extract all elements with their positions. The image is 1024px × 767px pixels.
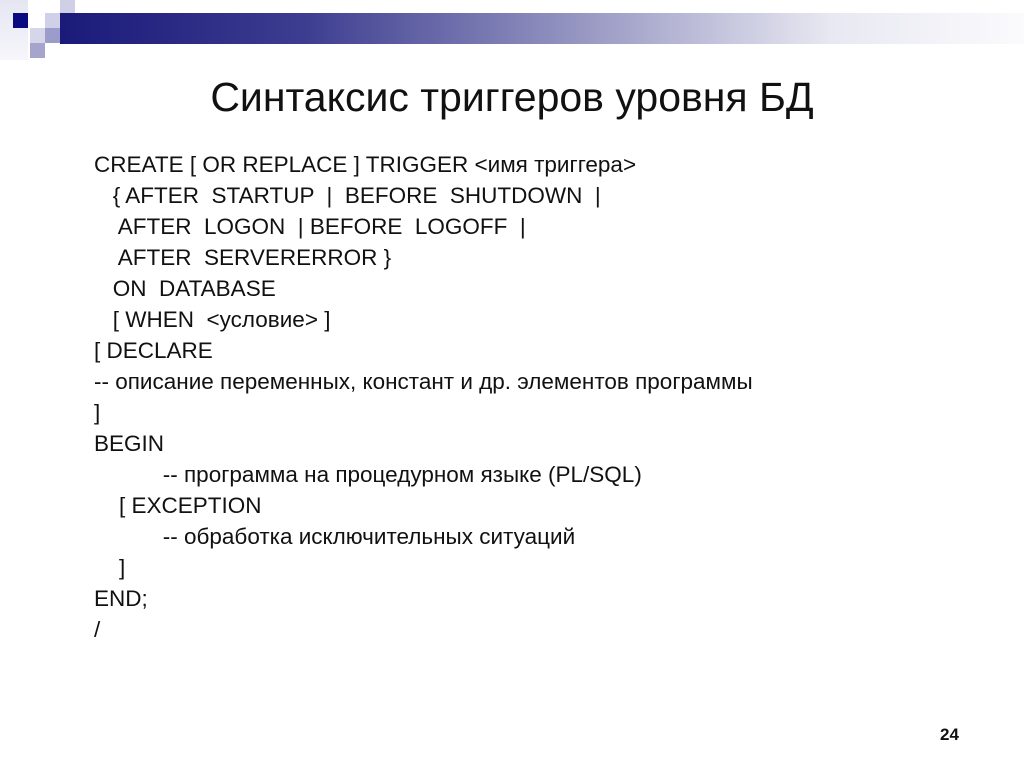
decor-square bbox=[13, 13, 28, 28]
code-line: / bbox=[94, 617, 101, 642]
code-block bbox=[94, 149, 753, 645]
decor-square bbox=[45, 28, 60, 43]
decor-square bbox=[30, 43, 45, 58]
code-line: -- описание переменных, констант и др. элементов программы bbox=[94, 369, 753, 394]
code-line: [ DECLARE bbox=[94, 338, 213, 363]
code-line: END; bbox=[94, 586, 148, 611]
code-line: [ EXCEPTION bbox=[94, 493, 262, 518]
decor-square bbox=[60, 0, 75, 13]
decor-square bbox=[45, 13, 60, 28]
code-line: CREATE [ OR REPLACE ] TRIGGER <имя триггера> bbox=[94, 152, 637, 177]
code-line: ] bbox=[94, 400, 101, 425]
decor-square bbox=[30, 28, 45, 43]
slide-title: Синтаксис триггеров уровня БД bbox=[210, 74, 814, 120]
decor-square bbox=[0, 0, 28, 60]
code-line: [ WHEN <условие> ] bbox=[94, 307, 331, 332]
code-line: -- обработка исключительных ситуаций bbox=[94, 524, 576, 549]
code-line: ON DATABASE bbox=[94, 276, 276, 301]
code-line: -- программа на процедурном языке (PL/SQL) bbox=[94, 462, 642, 487]
code-line: AFTER LOGON | BEFORE LOGOFF | bbox=[94, 214, 526, 239]
page-number: 24 bbox=[940, 725, 959, 744]
code-line: AFTER SERVERERROR } bbox=[94, 245, 392, 270]
code-line: { AFTER STARTUP | BEFORE SHUTDOWN | bbox=[94, 183, 601, 208]
code-line: ] bbox=[94, 555, 126, 580]
code-line: BEGIN bbox=[94, 431, 165, 456]
header-bar bbox=[60, 13, 1024, 44]
